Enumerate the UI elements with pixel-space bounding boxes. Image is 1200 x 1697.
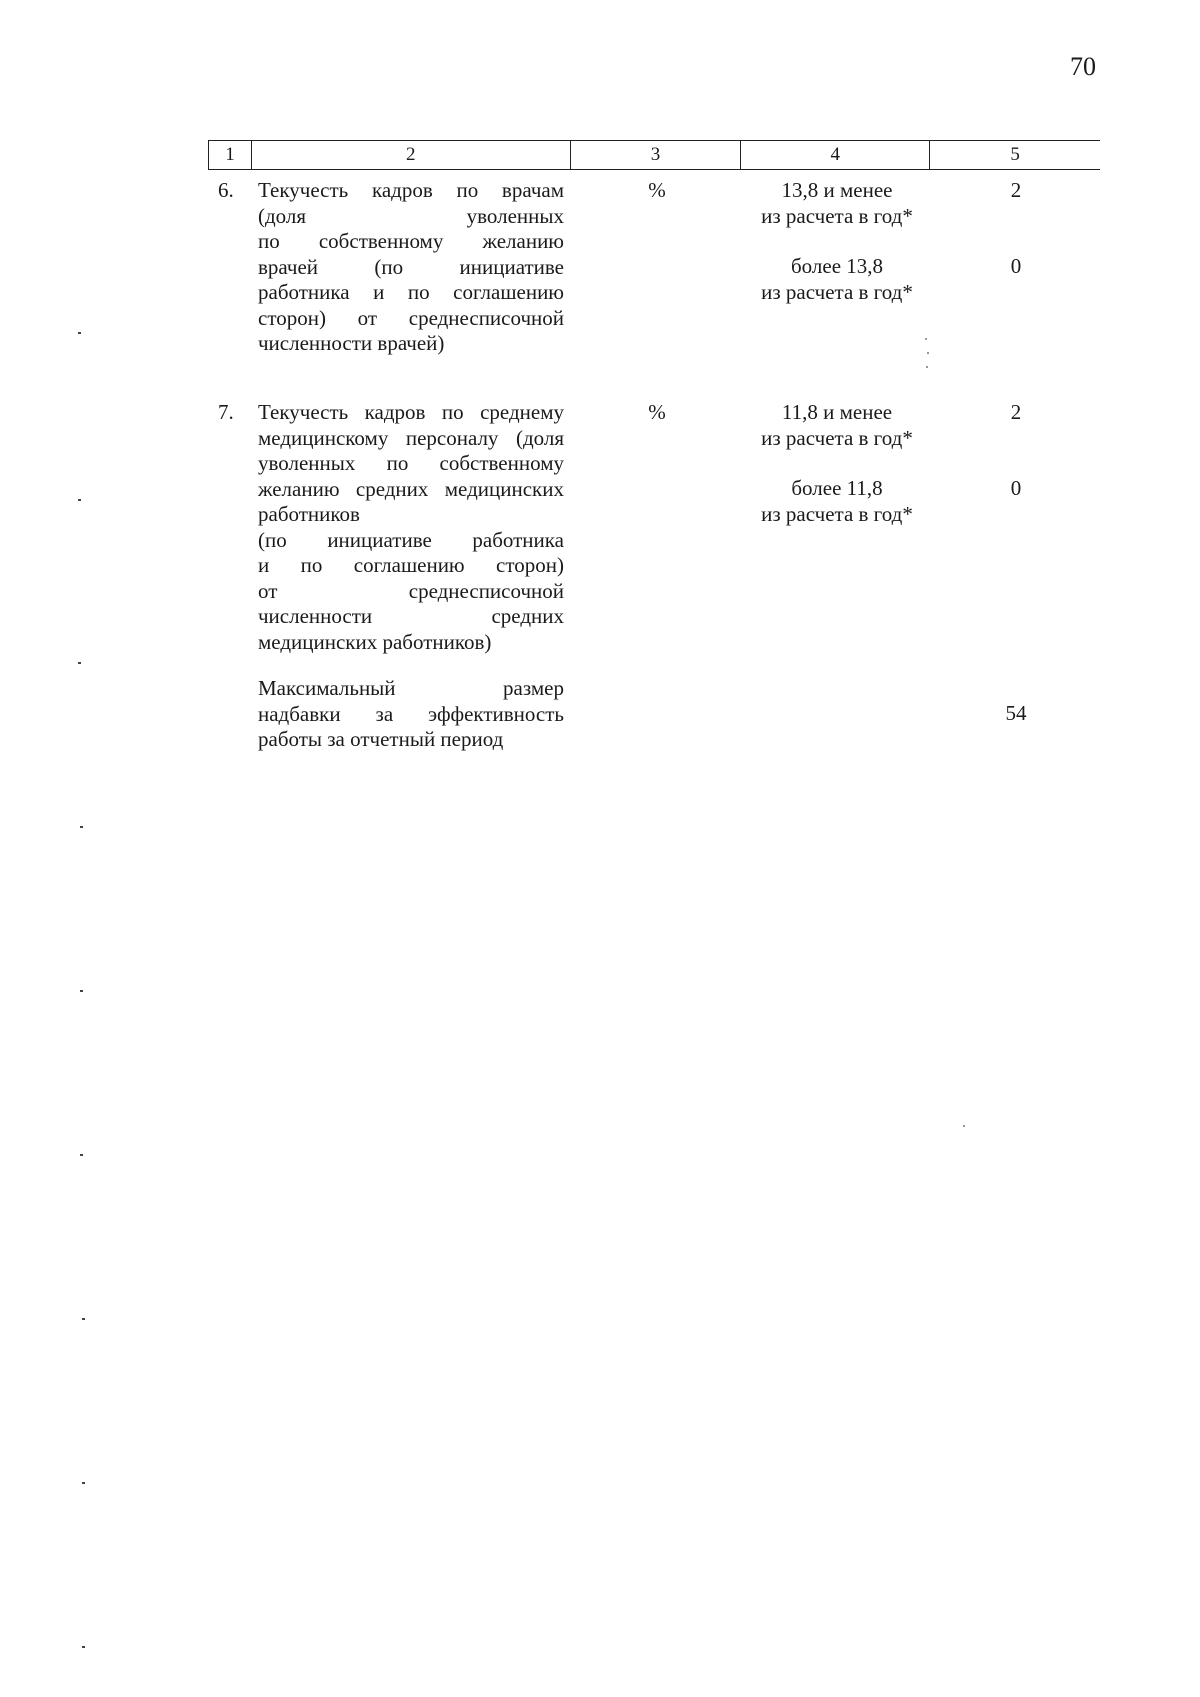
description-line: медицинских работников) xyxy=(258,629,492,654)
column-header-3: 3 xyxy=(571,141,742,169)
description-line: Текучесть кадров по среднему xyxy=(258,400,564,424)
column-header-row xyxy=(208,140,1100,170)
scan-speck xyxy=(925,338,927,340)
description-line: и по соглашению сторон) xyxy=(258,553,564,577)
score: 0 xyxy=(1010,476,1022,500)
condition-line: более 11,8 xyxy=(791,476,883,500)
description-line: уволенных по собственному xyxy=(258,451,564,475)
scan-mark xyxy=(80,826,83,828)
scan-mark xyxy=(82,1482,85,1484)
description-line: работников xyxy=(258,502,360,526)
condition-line: из расчета в год* xyxy=(761,425,913,450)
scan-mark xyxy=(78,499,81,501)
indicator-description xyxy=(258,400,564,655)
description-line: по собственному желанию xyxy=(258,229,564,253)
description-line: медицинскому персоналу (доля xyxy=(258,425,564,450)
column-header-5: 5 xyxy=(1010,144,1020,165)
description-line: Максимальный размер xyxy=(258,676,564,700)
page-number: 70 xyxy=(1070,52,1096,81)
description-line: желанию средних медицинских xyxy=(258,476,564,501)
column-header-1: 1 xyxy=(208,141,252,169)
description-line: от среднесписочной xyxy=(258,578,564,603)
row-number: 7. xyxy=(218,400,234,424)
condition-line: из расчета в год* xyxy=(761,501,913,526)
description-line: сторон) от среднесписочной xyxy=(258,305,564,330)
condition-line: 11,8 и менее xyxy=(781,400,893,424)
total-description xyxy=(258,676,564,753)
scan-mark xyxy=(78,662,81,664)
score: 0 xyxy=(1010,254,1022,278)
unit: % xyxy=(648,178,666,202)
scan-speck xyxy=(963,1125,965,1127)
condition xyxy=(732,400,942,451)
score: 2 xyxy=(1010,178,1022,202)
total-score: 54 xyxy=(1005,701,1027,725)
description-line: численности средних xyxy=(258,604,564,628)
description-line: (по инициативе работника xyxy=(258,527,564,552)
description-line: врачей (по инициативе xyxy=(258,254,564,279)
condition-line: из расчета в год* xyxy=(761,203,913,228)
scan-speck xyxy=(926,366,928,368)
scan-mark xyxy=(80,990,83,992)
indicator-description xyxy=(258,178,564,357)
unit: % xyxy=(648,400,666,424)
scan-mark xyxy=(80,1154,83,1156)
condition xyxy=(732,254,942,305)
description-line: надбавки за эффективность xyxy=(258,701,564,726)
scan-mark xyxy=(82,1646,85,1648)
score: 2 xyxy=(1010,400,1022,424)
condition-line: более 13,8 xyxy=(790,254,884,278)
condition-line: из расчета в год* xyxy=(761,279,913,304)
description-line: Текучесть кадров по врачам xyxy=(258,178,564,202)
condition-line: 13,8 и менее xyxy=(781,178,893,202)
description-line: работника и по соглашению xyxy=(258,280,564,304)
description-line: работы за отчетный период xyxy=(258,727,504,751)
description-line: (доля уволенных xyxy=(258,203,564,228)
condition xyxy=(732,178,942,229)
column-header-4: 4 xyxy=(741,141,930,169)
condition xyxy=(732,476,942,527)
scan-mark xyxy=(78,332,81,334)
scan-mark xyxy=(82,1318,85,1320)
row-number: 6. xyxy=(218,178,234,202)
description-line: численности врачей) xyxy=(258,331,445,355)
column-header-2: 2 xyxy=(252,141,571,169)
scan-speck xyxy=(927,352,929,354)
